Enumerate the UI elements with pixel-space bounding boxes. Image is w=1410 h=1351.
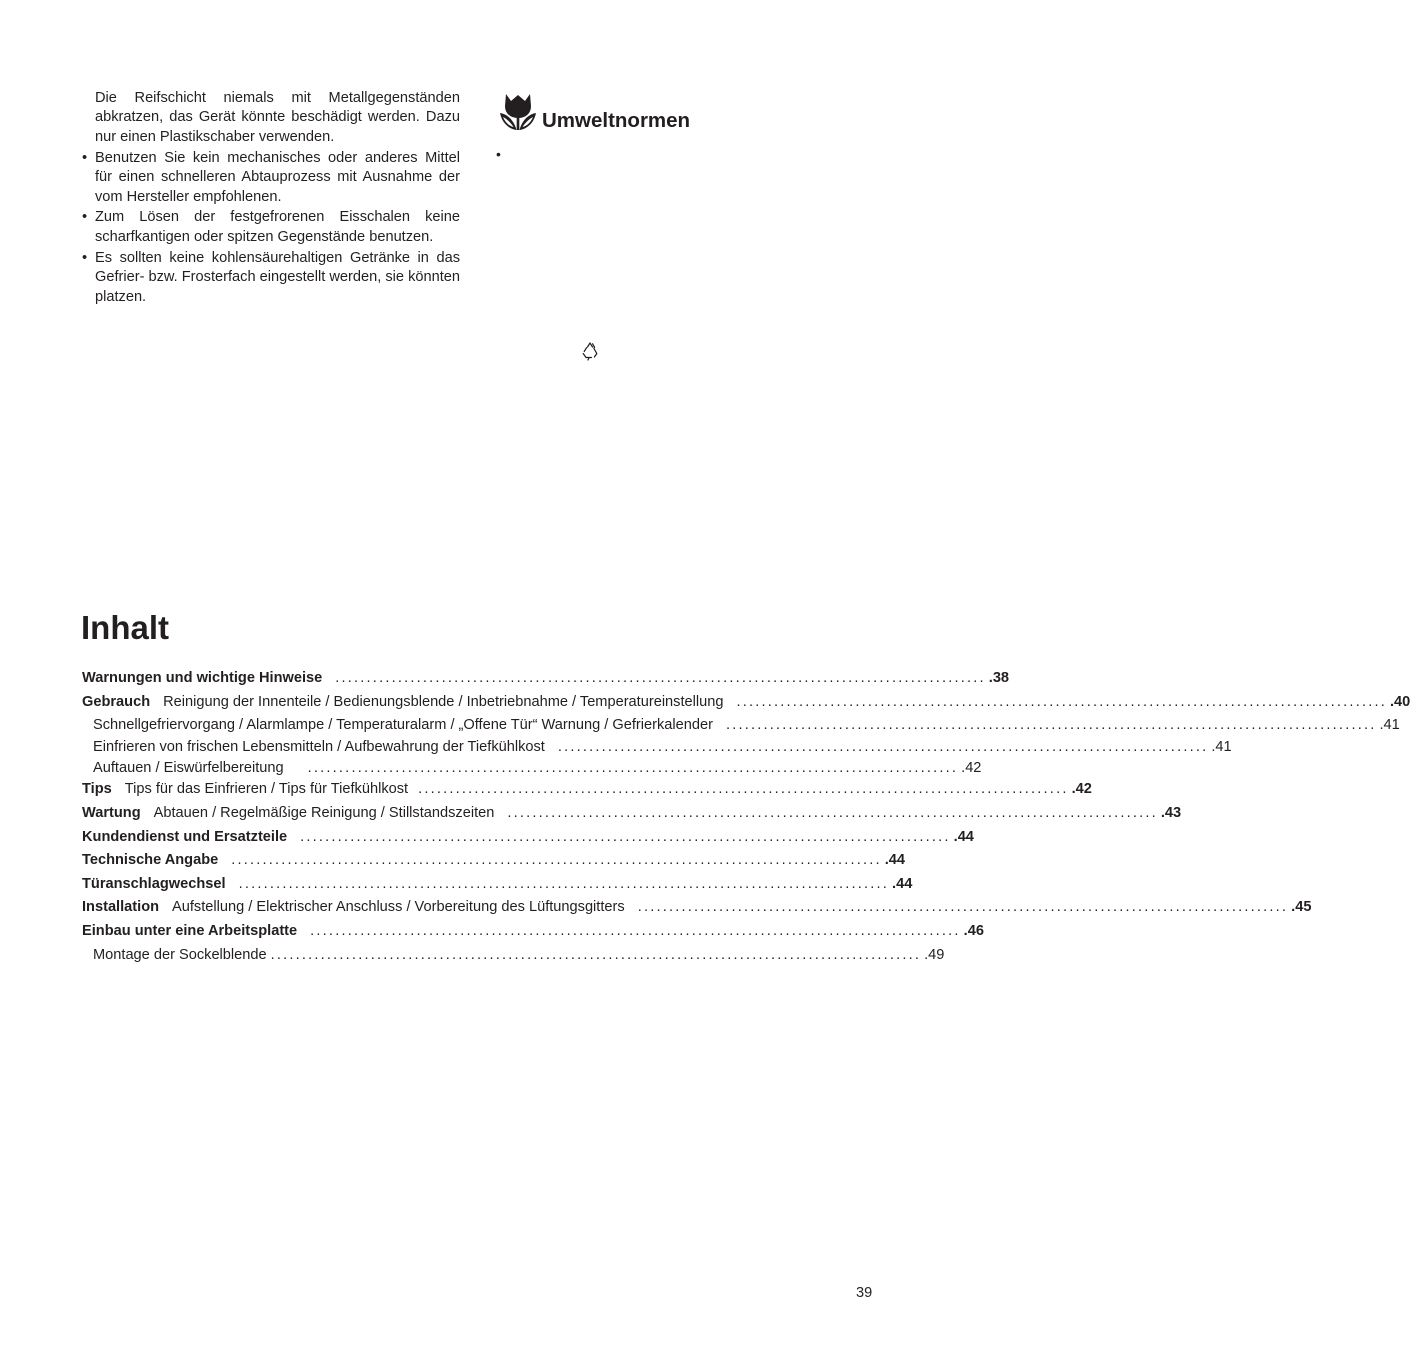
toc-entry-text: Einfrieren von frischen Lebensmitteln / Aufbewahrung der Tiefkühlkost (93, 738, 545, 755)
toc-entry-label: Warnungen und wichtige Hinweise (82, 670, 323, 686)
dot-leader: ........................................................................................................ (310, 922, 961, 939)
toc-entry-page: .40 (1389, 693, 1410, 710)
list-item (82, 249, 460, 307)
toc-subentry (82, 946, 945, 968)
dot-leader: ........................................................................................................ (335, 670, 986, 686)
table-of-contents (82, 670, 1410, 968)
dot-leader: ........................................................................................................ (507, 804, 1158, 821)
toc-title: Inhalt (81, 609, 169, 646)
toc-entry (82, 852, 906, 876)
dot-leader: ........................................................................................................ (637, 899, 1289, 916)
bullet-icon: • (82, 209, 88, 226)
dot-leader: ........................................................................................................ (270, 946, 922, 963)
dot-leader: ........................................................................................................ (725, 717, 1377, 734)
dot-leader: ........................................................................................................ (238, 875, 890, 892)
flower-icon (498, 92, 538, 132)
dot-leader: ........................................................................................................ (557, 738, 1209, 755)
toc-entry-label: Tips (82, 781, 112, 798)
toc-entry-text: Schnellgefriervorgang / Alarmlampe / Temperaturalarm / „Offene Tür“ Warnung / Gefrierkalender (93, 717, 713, 734)
toc-entry-label: Gebrauch (82, 693, 151, 710)
bullet-icon: • (82, 149, 88, 166)
toc-entry-page: .41 (1379, 717, 1400, 734)
toc-entry (82, 899, 1312, 923)
dot-leader: ........................................................................................................ (307, 759, 959, 776)
toc-entry-page: .42 (961, 759, 982, 776)
page-number: 39 (856, 1285, 873, 1301)
toc-entry-label: Kundendienst und Ersatzteile (82, 828, 288, 845)
bullet-text: Zum Lösen der festgefrorenen Eisschalen keine scharfkantigen oder spitzen Gegenstände benutzen. (95, 209, 460, 245)
toc-entry-page: .44 (884, 852, 906, 869)
toc-subentry (82, 738, 1232, 760)
toc-entry-text: Reinigung der Innenteile / Bedienungsblende / Inbetriebnahme / Temperatureinstellung (163, 693, 724, 710)
toc-entry (82, 781, 1092, 805)
toc-entry-label: Türanschlagwechsel (82, 875, 226, 892)
dot-leader: ........................................................................................................ (300, 828, 951, 845)
toc-entry (82, 693, 1410, 718)
intro-paragraph: Die Reifschicht niemals mit Metallgegenständen abkratzen, das Gerät könnte beschädigt werden. Dazu nur einen Plastikschaber verwenden. (95, 90, 460, 145)
list-item (82, 149, 460, 207)
toc-entry-page: .42 (1071, 781, 1092, 798)
toc-entry-label: Wartung (82, 804, 141, 821)
toc-entry-text: Montage der Sockelblende (93, 946, 267, 963)
toc-entry-page: .44 (892, 875, 913, 892)
toc-entry-text: Aufstellung / Elektrischer Anschluss / Vorbereitung des Lüftungsgitters (172, 899, 625, 916)
bullet-icon: • (82, 249, 88, 266)
environment-heading (498, 92, 690, 132)
toc-entry-label: Installation (82, 899, 160, 916)
toc-subentry (82, 717, 1400, 738)
toc-entry-page: .46 (963, 922, 984, 939)
warnings-column (82, 89, 460, 307)
toc-entry-page: .38 (988, 670, 1010, 686)
toc-entry-text: Auftauen / Eiswürfelbereitung (93, 759, 284, 776)
toc-entry (82, 670, 1010, 694)
dot-leader: ........................................................................................................ (418, 781, 1069, 798)
toc-entry-page: .49 (924, 946, 945, 963)
toc-entry-label: Technische Angabe (82, 852, 219, 869)
toc-entry-text: Tips für das Einfrieren / Tips für Tiefkühlkost (124, 781, 409, 798)
toc-entry-text: Abtauen / Regelmäßige Reinigung / Stillstandszeiten (153, 804, 495, 821)
warning-bullet-list (82, 149, 460, 307)
toc-entry-page: .45 (1291, 899, 1312, 916)
toc-entry-page: .44 (953, 828, 974, 845)
toc-entry (82, 875, 913, 900)
list-item (82, 208, 460, 247)
toc-subentry (82, 759, 982, 781)
recycle-icon (580, 341, 600, 361)
environment-title: Umweltnormen (542, 109, 691, 132)
toc-entry-page: .41 (1211, 738, 1232, 755)
toc-entry (82, 828, 974, 853)
toc-entry-label: Einbau unter eine Arbeitsplatte (82, 922, 298, 939)
environment-bullet: • (496, 146, 501, 162)
toc-entry (82, 804, 1182, 829)
bullet-text: Es sollten keine kohlensäurehaltigen Getränke in das Gefrier- bzw. Frosterfach eingestellt werden, sie könnten platzen. (95, 249, 461, 305)
bullet-text: Benutzen Sie kein mechanisches oder anderes Mittel für einen schnelleren Abtauprozess mit Ausnahme der vom Hersteller empfohlenen. (95, 149, 460, 205)
toc-entry (82, 922, 984, 947)
toc-entry-page: .43 (1160, 804, 1182, 821)
dot-leader: ........................................................................................................ (231, 852, 882, 869)
dot-leader: ........................................................................................................ (736, 693, 1387, 710)
